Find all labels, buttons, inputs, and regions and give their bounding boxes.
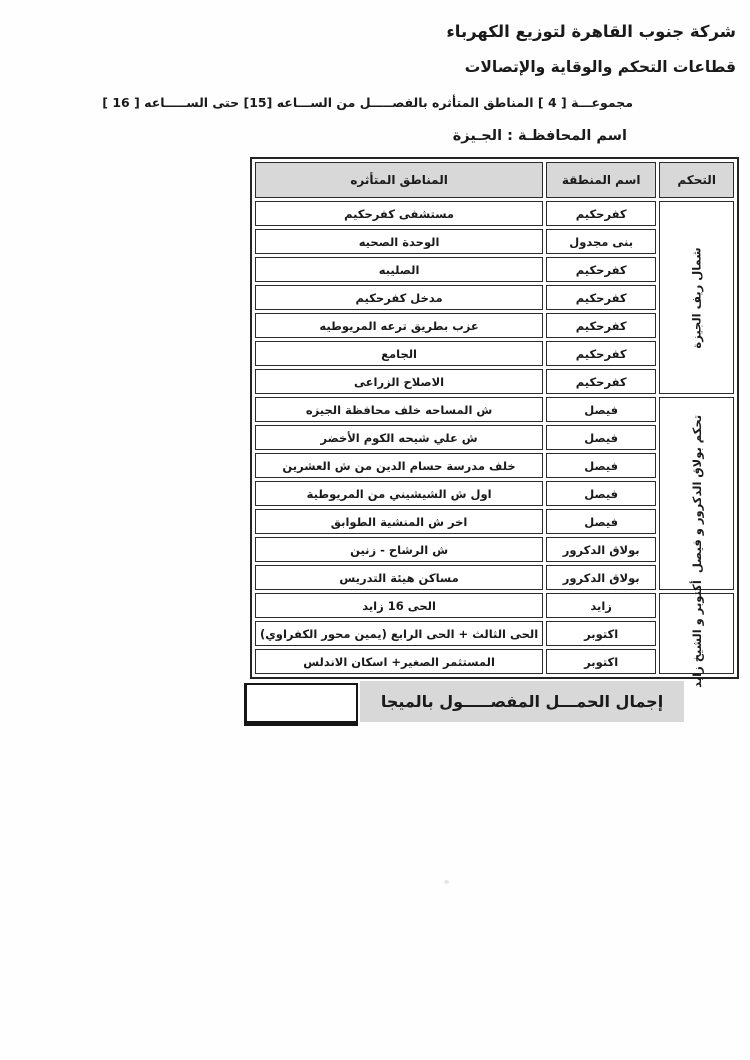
area-name-cell: كفرحكيم — [546, 313, 656, 338]
header-affected-areas: المناطق المتأثره — [255, 162, 543, 198]
area-name-cell: كفرحكيم — [546, 201, 656, 226]
scan-smudge — [444, 880, 449, 884]
affected-areas-cell: مستشفى كفرحكيم — [255, 201, 543, 226]
department-subtitle: قطاعات التحكم والوقاية والإتصالات — [464, 58, 736, 76]
affected-areas-cell: عزب بطريق ترعه المريوطيه — [255, 313, 543, 338]
affected-areas-cell: الجامع — [255, 341, 543, 366]
area-name-cell: فيصل — [546, 397, 656, 422]
area-name-cell: كفرحكيم — [546, 285, 656, 310]
outage-table — [250, 157, 739, 688]
affected-areas-cell: مدخل كفرحكيم — [255, 285, 543, 310]
affected-areas-cell: مساكن هيئة التدريس — [255, 565, 543, 590]
outage-table-body — [255, 201, 734, 688]
area-name-cell: كفرحكيم — [546, 369, 656, 394]
total-load-label: إجمال الحمـــل المفصـــــول بالميجا — [360, 681, 684, 722]
vertical-label-wrap — [660, 579, 733, 688]
control-section-label: تحكم بولاق الدكرور و فيصل — [689, 414, 704, 573]
company-title: شركة جنوب القاهرة لتوزيع الكهرباء — [446, 22, 736, 41]
table-row — [255, 593, 734, 618]
control-section-cell — [659, 201, 734, 394]
affected-areas-cell: ش علي شيحه الكوم الأخضر — [255, 425, 543, 450]
vertical-label-wrap — [660, 398, 733, 589]
area-name-cell: اكتوبر — [546, 649, 656, 674]
table-row — [255, 397, 734, 422]
control-section-cell — [659, 579, 734, 688]
area-name-cell: بولاق الدكرور — [546, 537, 656, 562]
affected-areas-cell: الحى 16 زايد — [255, 593, 543, 618]
governorate-line: اسم المحافظـة : الجـيزة — [452, 128, 627, 144]
affected-areas-cell: ش المساحه خلف محافظة الجيزه — [255, 397, 543, 422]
area-name-cell: زايد — [546, 593, 656, 618]
header-row — [255, 162, 734, 198]
outage-table-head — [255, 162, 734, 198]
affected-areas-cell: الحى الثالث + الحى الرابع (يمين محور الكفراوي) — [255, 621, 543, 646]
area-name-cell: بنى مجدول — [546, 229, 656, 254]
group-schedule-line: مجموعـــة [ 4 ] المناطق المتأثره بالفصـــــل من الســـاعه [15] حتى الســـــاعه [ 16 ] — [102, 95, 633, 110]
area-name-cell: فيصل — [546, 481, 656, 506]
affected-areas-cell: الصليبه — [255, 257, 543, 282]
header-control: التحكم — [659, 162, 734, 198]
table-row — [255, 201, 734, 226]
vertical-label-wrap — [660, 202, 733, 393]
control-section-cell — [659, 397, 734, 590]
affected-areas-cell: المستثمر الصغير+ اسكان الاندلس — [255, 649, 543, 674]
area-name-cell: اكتوبر — [546, 621, 656, 646]
affected-areas-cell: الوحدة الصحيه — [255, 229, 543, 254]
area-name-cell: كفرحكيم — [546, 341, 656, 366]
header-area-name: اسم المنطقة — [546, 162, 656, 198]
area-name-cell: فيصل — [546, 425, 656, 450]
affected-areas-cell: اخر ش المنشية الطوابق — [255, 509, 543, 534]
area-name-cell: فيصل — [546, 509, 656, 534]
area-name-cell: فيصل — [546, 453, 656, 478]
affected-areas-cell: خلف مدرسة حسام الدين من ش العشرين — [255, 453, 543, 478]
control-section-label: أكتوبر و الشيخ زايد — [689, 579, 704, 688]
outage-table-container — [250, 157, 739, 688]
affected-areas-cell: ش الرشاح - زنين — [255, 537, 543, 562]
total-load-value-box — [244, 683, 358, 726]
affected-areas-cell: اول ش الشيشيني من المريوطية — [255, 481, 543, 506]
area-name-cell: بولاق الدكرور — [546, 565, 656, 590]
area-name-cell: كفرحكيم — [546, 257, 656, 282]
control-section-label: شمال ريف الجيزة — [689, 246, 704, 349]
affected-areas-cell: الاصلاح الزراعى — [255, 369, 543, 394]
